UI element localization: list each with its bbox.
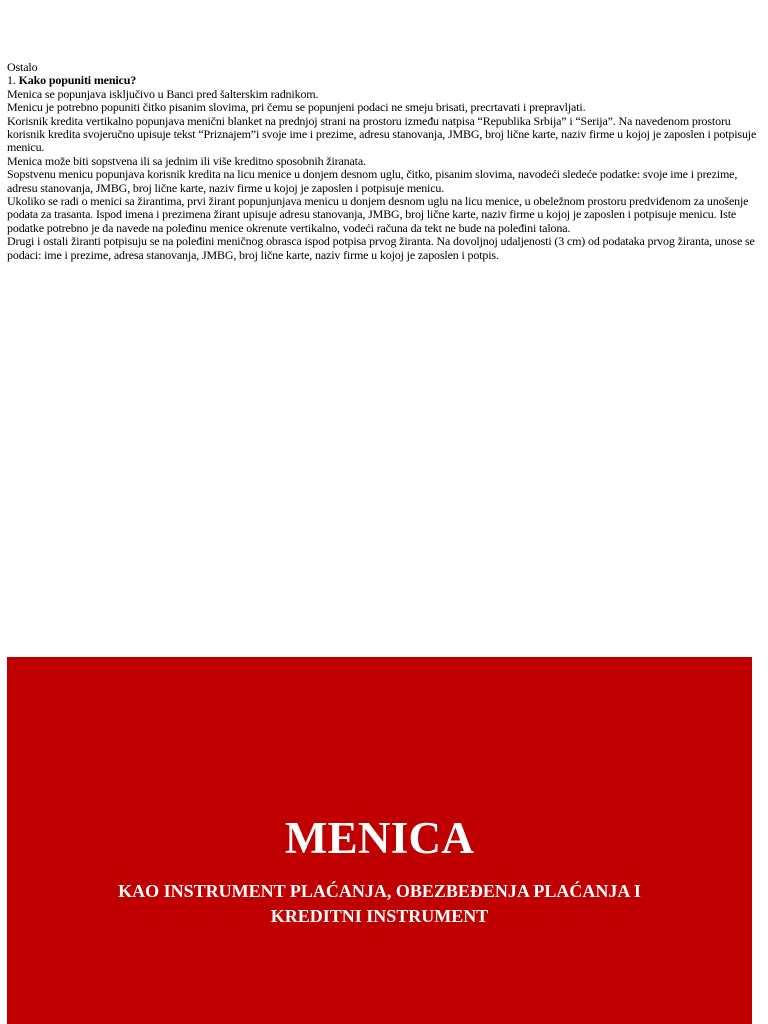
question-title: Kako popuniti menicu? bbox=[18, 73, 137, 88]
cover-subtitle bbox=[67, 879, 692, 929]
paragraph: Menicu je potrebno popuniti čitko pisanim slovima, pri čemu se popunjeni podaci ne smeju brisati, precrtavati i prepravljati. bbox=[7, 100, 586, 115]
document-text bbox=[7, 61, 759, 262]
paragraph: Sopstvenu menicu popunjava korisnik kredita na licu menice u donjem desnom uglu, čitko, pisanim slovima, navodeći sledeće podatke: svoje ime i prezime, adresu stanovanja, JMBG, broj lične karte, naziv firme u kojoj je zaposlen i potpisuje menicu. bbox=[7, 167, 738, 195]
paragraph: Ukoliko se radi o menici sa žirantima, prvi žirant popunjunjava menicu u donjem desnom uglu na licu menice, u obeležnom prostoru predviđenom za unošenje podata za trasanta. Ispod imena i prezimena žirant upisuje adresu stanovanja, JMBG, broj lične karte, naziv firme u kojoj je zaposlen i potpisuje menicu. Iste podatke potrebno je da navede na poleđinu menice okrenute vertikalno, vodeći računa da tekt ne bude na poleđini talona. bbox=[7, 194, 749, 235]
category-label: Ostalo bbox=[7, 60, 38, 74]
cover-title: MENICA bbox=[284, 813, 475, 863]
cover-panel bbox=[7, 657, 752, 1024]
cover-subtitle-line2: KREDITNI INSTRUMENT bbox=[270, 906, 489, 926]
cover-subtitle-line1: KAO INSTRUMENT PLAĆANJA, OBEZBEĐENJA PLAĆANJA I bbox=[118, 881, 641, 901]
paragraph: Menica može biti sopstvena ili sa jednim ili više kreditno sposobnih žiranata. bbox=[7, 153, 366, 168]
question-heading bbox=[7, 74, 759, 87]
question-number: 1. bbox=[7, 73, 16, 88]
paragraph: Menica se popunjava isključivo u Banci pred šalterskim radnikom. bbox=[7, 86, 319, 101]
paragraph: Korisnik kredita vertikalno popunjava menični blanket na prednjoj strani na prostoru između natpisa “Republika Srbija” i “Serija”. Na navedenom prostoru korisnik kredita svojeručno upisuje tekst “Priznajem”i svoje ime i prezime, adresu stanovanja, JMBG, broj lične karte, naziv firme u kojoj je zaposlen i potpisuje menicu. bbox=[7, 113, 757, 155]
paragraph: Drugi i ostali žiranti potpisuju se na poleđini meničnog obrasca ispod potpisa prvog žiranta. Na dovoljnoj udaljenosti (3 cm) od podataka prvog žiranta, unose se podaci: ime i prezime, adresa stanovanja, JMBG, broj lične karte, naziv firme u kojoj je zaposlen i potpis. bbox=[7, 234, 755, 262]
